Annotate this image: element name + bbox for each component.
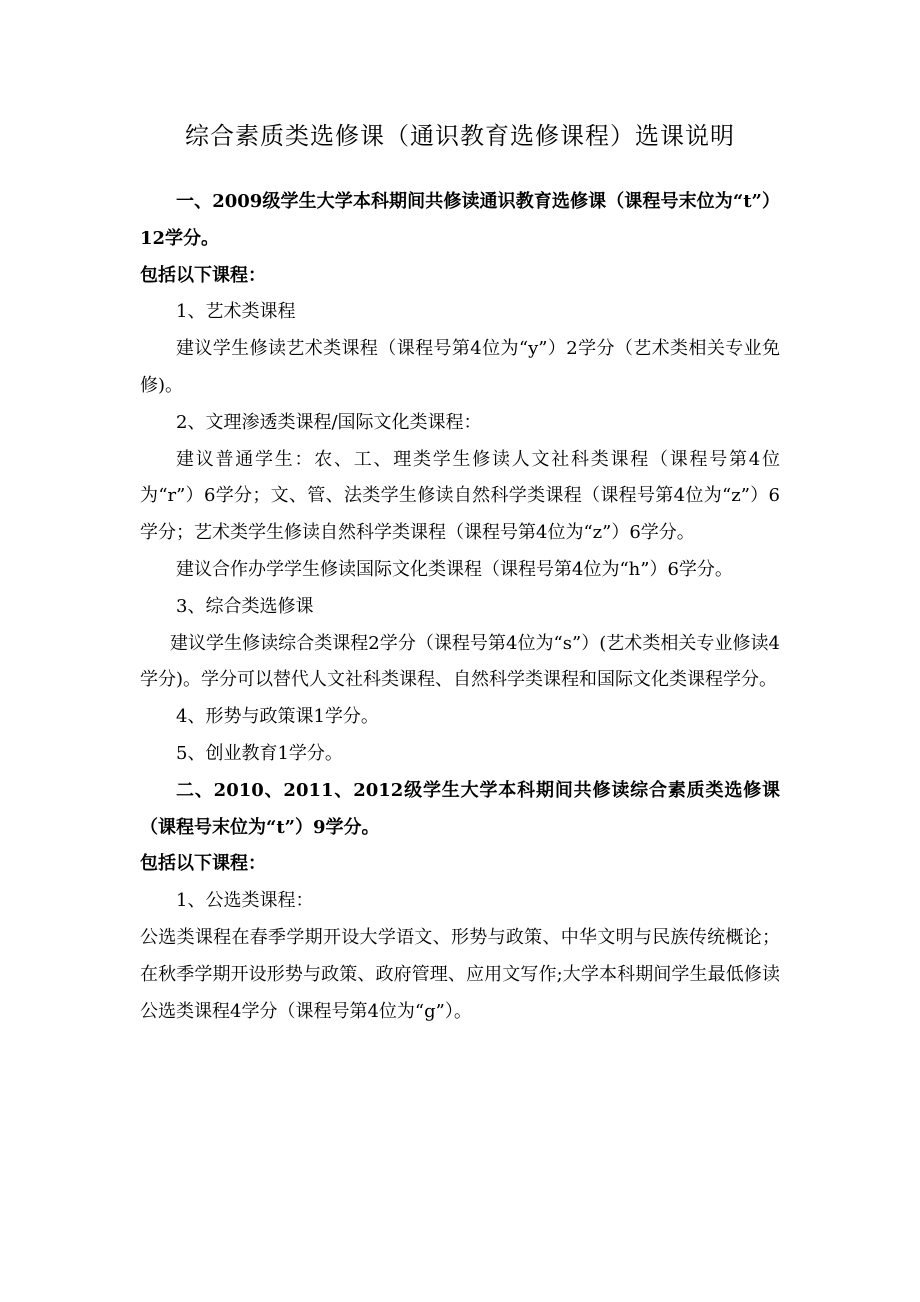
- section1-item4: 4、形势与政策课1学分。: [176, 706, 379, 728]
- section1-item2-text2: 建议合作办学学生修读国际文化类课程（课程号第4位为“h”）6学分。: [176, 558, 733, 580]
- section1-item1-label: 1、艺术类课程: [176, 301, 296, 323]
- section1-item5: 5、创业教育1学分。: [176, 742, 343, 764]
- page-title: 综合素质类选修课（通识教育选修课程）选课说明: [185, 122, 735, 150]
- section1-item3-text: 建议学生修读综合类课程2学分（课程号第4位为“s”）(艺术类相关专业修读4学分)。学分可以替代人文社科类课程、自然科学类课程和国际文化类课程学分。: [140, 632, 780, 691]
- section1-item2-label: 2、文理渗透类课程/国际文化类课程：: [176, 411, 482, 433]
- document-body: [140, 184, 780, 1030]
- section2-item1-label: 1、公选类课程：: [176, 890, 314, 912]
- section2-includes: 包括以下课程：: [140, 853, 266, 875]
- section1-item1-text: 建议学生修读艺术类课程（课程号第4位为“y”）2学分（艺术类相关专业免修)。: [140, 338, 780, 396]
- section1-includes: 包括以下课程：: [140, 264, 266, 286]
- section1-heading: 一、2009级学生大学本科期间共修读通识教育选修课（课程号末位为“t”）12学分。: [140, 191, 780, 249]
- section2-item1-text: 公选类课程在春季学期开设大学语文、形势与政策、中华文明与民族传统概论；在秋季学期开设形势与政策、政府管理、应用文写作;大学本科期间学生最低修读公选类课程4学分（课程号第4位为“g”）。: [140, 926, 780, 1022]
- section2-heading: 二、2010、2011、2012级学生大学本科期间共修读综合素质类选修课（课程号末位为“t”）9学分。: [140, 779, 780, 838]
- section1-item3-label: 3、综合类选修课: [176, 595, 314, 617]
- section1-item2-text1: 建议普通学生：农、工、理类学生修读人文社科类课程（课程号第4位为“r”）6学分；文、管、法类学生修读自然科学类课程（课程号第4位为“z”）6学分；艺术类学生修读自然科学类课程（课程号第4位为“z”）6学分。: [140, 448, 780, 544]
